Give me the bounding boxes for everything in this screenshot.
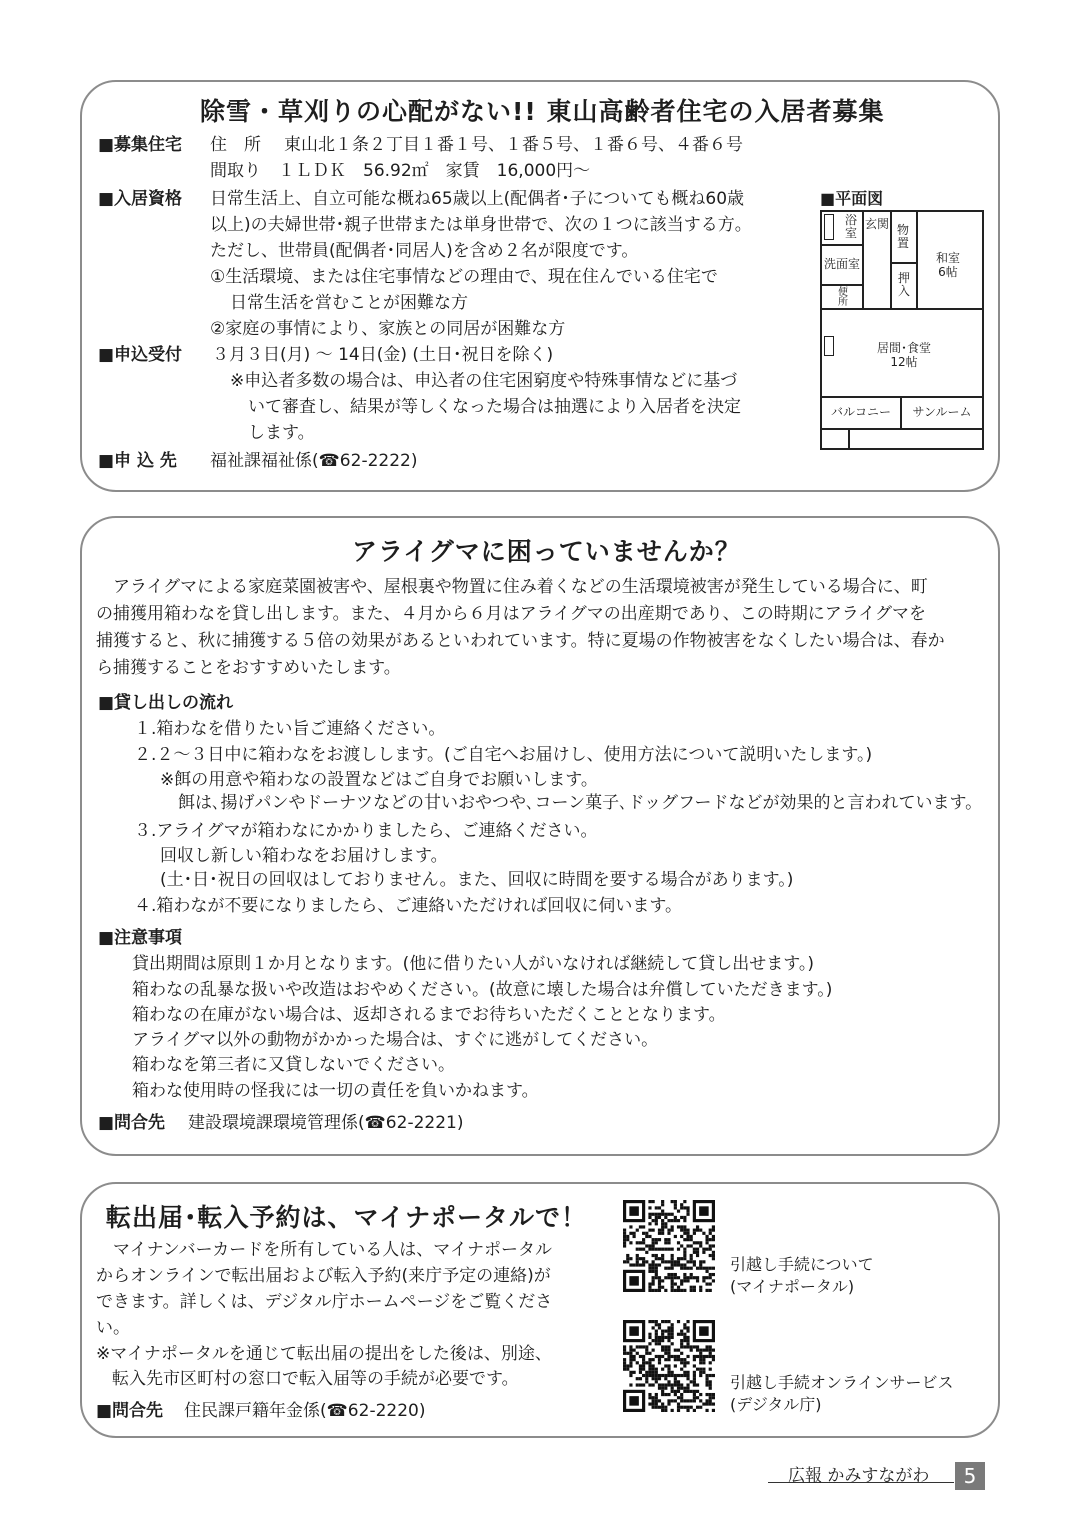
address-label: 住 所 [210, 135, 261, 155]
intro-line: アライグマによる家庭菜園被害や、屋根裏や物置に住み着くなどの生活環境被害が発生している場合に、町 [96, 577, 928, 597]
elig-line: ただし、世帯員(配偶者･同居人)を含め２名が限度です。 [210, 241, 639, 261]
page-number: 5 [955, 1462, 985, 1490]
intro-line: ら捕獲することをおすすめいたします。 [96, 658, 401, 678]
room-entrance: 玄関 [864, 217, 889, 231]
room-living: 居間･食堂 [876, 341, 931, 355]
elig-line: 以上)の夫婦世帯･親子世帯または単身世帯で、次の１つに該当する方。 [210, 215, 752, 235]
qr2-caption-1: 引越し手続オンラインサービス [730, 1373, 954, 1392]
qr-code-digital-agency[interactable] [623, 1320, 715, 1412]
elig-line: 日常生活を営むことが困難な方 [230, 293, 468, 313]
floorplan-title: ■平面図 [820, 189, 884, 208]
room-balcony: バルコニー [830, 405, 891, 419]
floorplan [820, 210, 984, 450]
myna-body-line: マイナンバーカードを所有している人は、マイナポータル [96, 1240, 552, 1260]
qr1-caption-1: 引越し手続について [730, 1255, 874, 1274]
label-apply: ■申込受付 [98, 345, 183, 365]
housing-title: 除雪・草刈りの心配がない!! 東山高齢者住宅の入居者募集 [200, 97, 885, 126]
note-item: 貸出期間は原則１か月となります。(他に借りたい人がいなければ継続して貸し出せます。) [132, 954, 815, 974]
elig-line: 日常生活上、自立可能な概ね65歳以上(配偶者･子についても概ね60歳 [210, 189, 745, 209]
flow-item: ４.箱わなが不要になりましたら、ご連絡いただければ回収に伺います。 [134, 896, 683, 916]
qr2-caption-2: (デジタル庁) [730, 1395, 822, 1414]
myna-body-line: 転入先市区町村の窓口で転入届等の手続が必要です。 [112, 1369, 519, 1389]
myna-body-line: できます。詳しくは、デジタル庁ホームページをご覧くださ [96, 1292, 553, 1312]
flow-item: 回収し新しい箱わなをお届けします。 [160, 846, 448, 866]
room-bath: 浴室 [844, 213, 857, 240]
apply-note: します。 [248, 423, 315, 443]
contact-text: 福祉課福祉係(☎62-2222) [210, 451, 418, 471]
raccoon-contact: 建設環境課環境管理係(☎62-2221) [188, 1113, 464, 1133]
flow-item: ２.２～３日中に箱わなをお渡しします。(ご自宅へお届けし、使用方法について説明いたします。) [134, 745, 873, 765]
room-washitsu: 和室 [935, 251, 960, 265]
notes-heading: ■注意事項 [98, 928, 183, 948]
myna-contact: 住民課戸籍年金係(☎62-2220) [184, 1401, 426, 1421]
label-housing: ■募集住宅 [98, 135, 183, 155]
qr1-caption-2: (マイナポータル) [730, 1277, 855, 1296]
room-storage: 物置 [896, 223, 909, 250]
footer-publication: 広報 かみすながわ [788, 1466, 930, 1486]
qr-code-myna-portal[interactable] [623, 1200, 715, 1292]
note-item: 箱わな使用時の怪我には一切の責任を負いかねます。 [132, 1081, 539, 1101]
apply-note: ※申込者多数の場合は、申込者の住宅困窮度や特殊事情などに基づ [230, 371, 738, 391]
apply-period: ３月３日(月) ～ 14日(金) (土日･祝日を除く) [212, 345, 554, 365]
address-text: 東山北１条２丁目１番１号、１番５号、１番６号、４番６号 [284, 135, 743, 155]
flow-item: ※餌の用意や箱わなの設置などはご自身でお願いします。 [160, 770, 598, 790]
room-toilet: 便所 [838, 287, 848, 308]
myna-body-line: からオンラインで転出届および転入予約(来庁予定の連絡)が [96, 1266, 551, 1286]
room-washroom: 洗面室 [823, 257, 860, 271]
flow-item: (土･日･祝日の回収はしておりません。また、回収に時間を要する場合があります。) [160, 870, 794, 890]
myna-body-line: ※マイナポータルを通じて転出届の提出をした後は、別途、 [96, 1344, 552, 1364]
elig-line: ①生活環境、または住宅事情などの理由で、現在住んでいる住宅で [210, 267, 718, 287]
myna-title: 転出届･転入予約は、マイナポータルで！ [106, 1203, 588, 1232]
raccoon-title: アライグマに困っていませんか？ [352, 537, 741, 566]
note-item: 箱わなの在庫がない場合は、返却されるまでお待ちいただくこととなります。 [132, 1005, 726, 1025]
flow-item: 餌は､揚げパンやドーナツなどの甘いおやつや､コーン菓子､ドッグフードなどが効果的と言われています。 [178, 793, 983, 813]
intro-line: の捕獲用箱わなを貸し出します。また、４月から６月はアライグマの出産期であり、この時期にアライグマを [96, 604, 926, 624]
room-washitsu-size: 6帖 [938, 265, 958, 279]
myna-body-line: い。 [96, 1318, 130, 1338]
note-item: アライグマ以外の動物がかかった場合は、すぐに逃がしてください。 [132, 1030, 659, 1050]
label-eligibility: ■入居資格 [98, 189, 183, 209]
myna-contact-label: ■問合先 [96, 1401, 164, 1421]
label-contact: ■申 込 先 [98, 451, 177, 471]
intro-line: 捕獲すると、秋に捕獲する５倍の効果があるといわれています。特に夏場の作物被害をなくしたい場合は、春か [96, 631, 945, 651]
room-closet: 押入 [897, 271, 910, 298]
flow-item: １.箱わなを借りたい旨ご連絡ください。 [134, 719, 446, 739]
room-sunroom: サンルーム [912, 405, 972, 419]
apply-note: いて審査し、結果が等しくなった場合は抽選により入居者を決定 [248, 397, 741, 417]
note-item: 箱わなの乱暴な扱いや改造はおやめください。(故意に壊した場合は弁償していただきます。) [132, 980, 833, 1000]
flow-heading: ■貸し出しの流れ [98, 693, 234, 713]
flow-item: ３.アライグマが箱わなにかかりましたら、ご連絡ください。 [134, 821, 598, 841]
note-item: 箱わなを第三者に又貸しないでください。 [132, 1055, 455, 1075]
room-living-size: 12帖 [890, 355, 918, 369]
layout-line: 間取り １ＬＤＫ 56.92㎡ 家賃 16,000円～ [210, 161, 591, 181]
raccoon-contact-label: ■問合先 [98, 1113, 166, 1133]
elig-line: ②家庭の事情により、家族との同居が困難な方 [210, 319, 566, 339]
